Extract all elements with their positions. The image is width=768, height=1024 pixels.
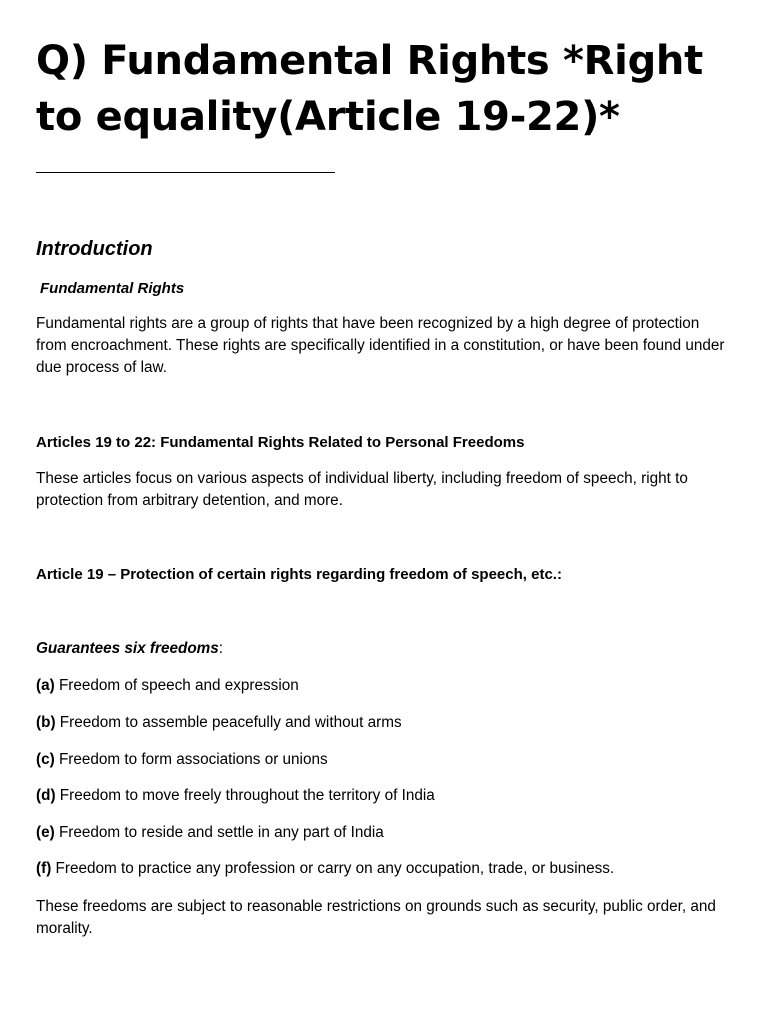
- freedom-text: Freedom to move freely throughout the territory of India: [59, 787, 435, 804]
- freedom-text: Freedom to practice any profession or carry on any occupation, trade, or business.: [55, 860, 615, 877]
- articles-19-22-paragraph: These articles focus on various aspects of individual liberty, including freedom of speech, right to protection from arbitrary detention, and more.: [36, 470, 688, 509]
- articles-19-22-heading: Articles 19 to 22: Fundamental Rights Related to Personal Freedoms: [36, 434, 525, 451]
- freedom-letter: (a): [36, 677, 55, 694]
- freedom-text: Freedom to reside and settle in any part of India: [58, 824, 384, 841]
- freedom-item-f: [36, 858, 614, 880]
- introduction-heading: Introduction: [36, 238, 153, 260]
- guarantees-line: [36, 638, 223, 660]
- fundamental-rights-subheading: Fundamental Rights: [40, 280, 185, 297]
- freedom-item-a: [36, 675, 299, 697]
- freedom-text: Freedom to form associations or unions: [58, 751, 328, 768]
- freedom-text: Freedom to assemble peacefully and without arms: [59, 714, 402, 731]
- page-title: Q) Fundamental Rights *Right to equality(Article 19-22)*: [36, 38, 703, 140]
- freedom-item-e: [36, 822, 384, 844]
- restrictions-paragraph: These freedoms are subject to reasonable restrictions on grounds such as security, public order, and morality.: [36, 898, 716, 937]
- freedom-letter: (c): [36, 751, 55, 768]
- freedom-letter: (d): [36, 787, 56, 804]
- freedom-item-d: [36, 785, 435, 807]
- freedom-text: Freedom of speech and expression: [58, 677, 299, 694]
- freedom-letter: (f): [36, 860, 52, 877]
- freedom-letter: (b): [36, 714, 56, 731]
- article-19-heading: Article 19 – Protection of certain rights regarding freedom of speech, etc.:: [36, 566, 562, 583]
- guarantees-label: Guarantees six freedoms: [36, 640, 219, 657]
- guarantees-colon: :: [218, 640, 224, 657]
- freedom-item-c: [36, 749, 328, 771]
- freedom-item-b: [36, 712, 402, 734]
- freedom-letter: (e): [36, 824, 55, 841]
- title-divider: [36, 172, 335, 173]
- introduction-paragraph: Fundamental rights are a group of rights that have been recognized by a high degree of protection from encroachment. These rights are specifically identified in a constitution, or have been found under due process of law.: [36, 315, 725, 376]
